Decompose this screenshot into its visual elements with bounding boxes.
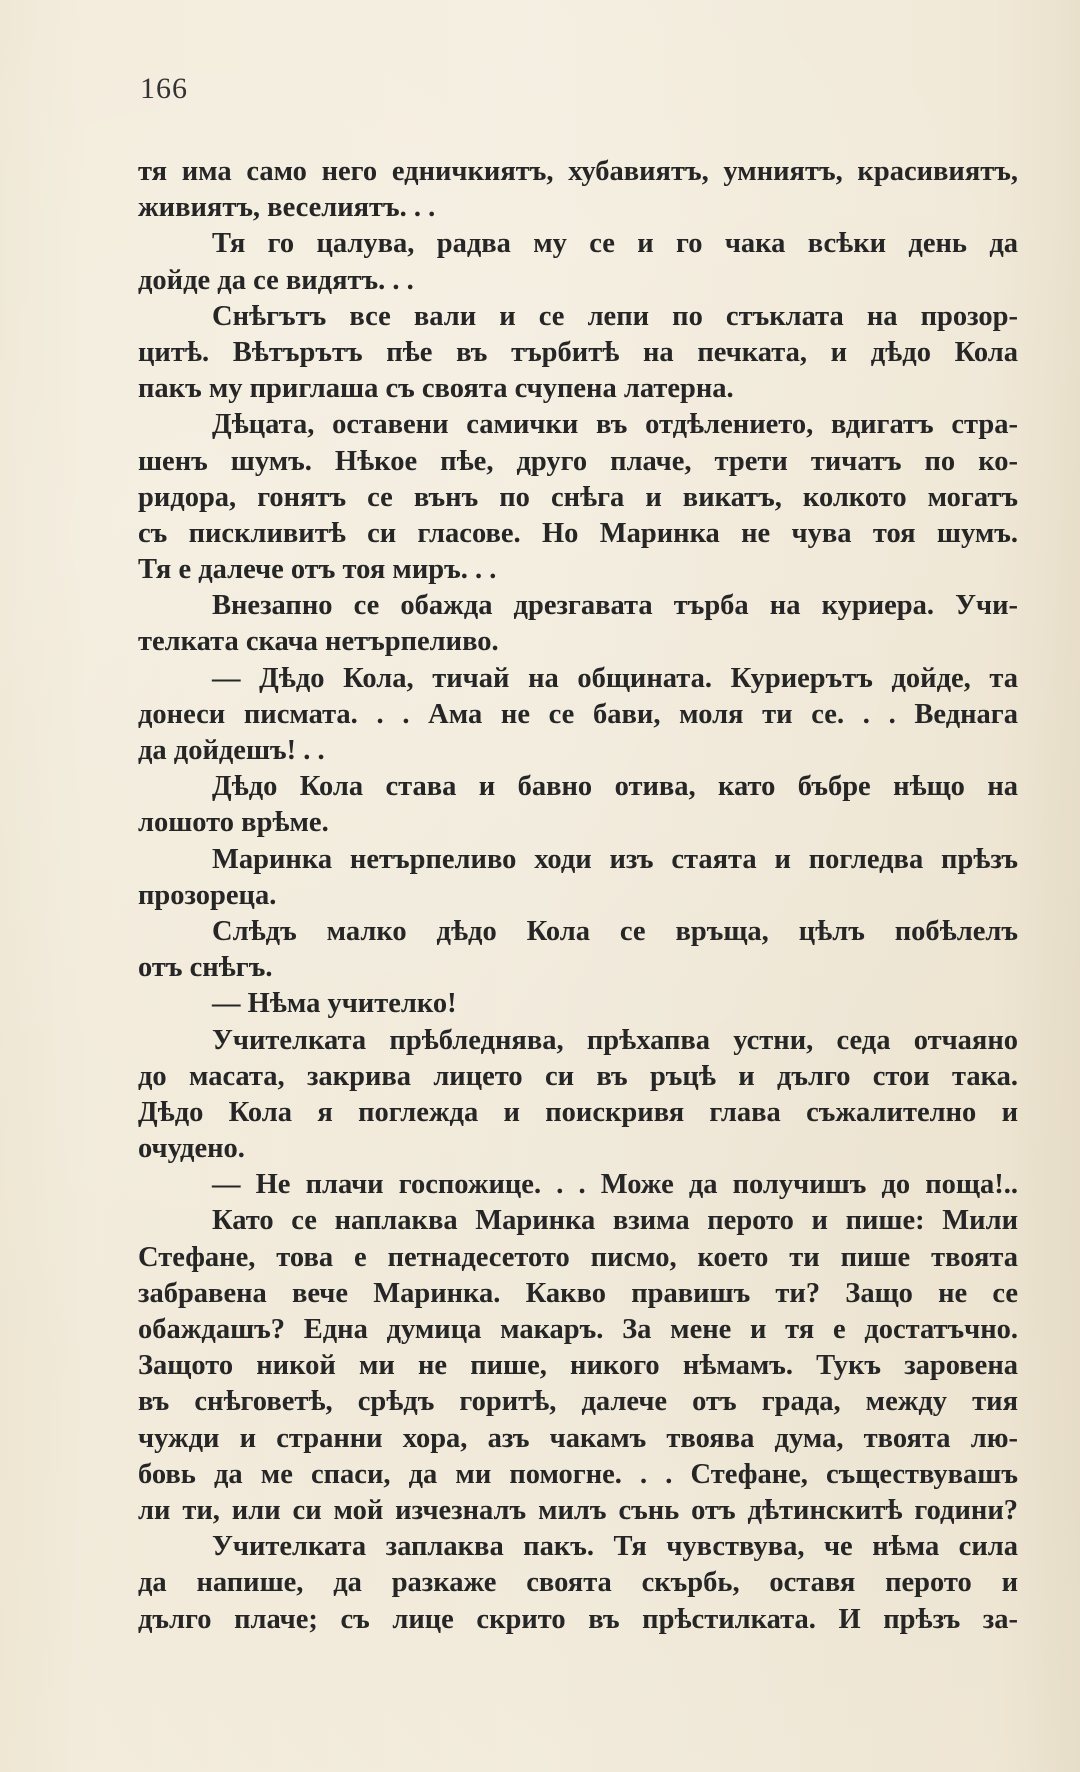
text-line: цитѣ. Вѣтърътъ пѣе въ търбитѣ на печката, и дѣдо Кола: [138, 336, 1018, 368]
text-line: Внезапно се обажда дрезгавата търба на куриера. Учи-: [212, 590, 1018, 622]
text-line: Слѣдъ малко дѣдо Кола се връща, цѣлъ побѣлелъ: [212, 915, 1018, 947]
text-line: Стефане, това е петнадесетото писмо, което ти пише твоята: [138, 1241, 1018, 1273]
text-line: пакъ му приглаша съ своята счупена латерна.: [138, 373, 734, 405]
text-line: да дойдешъ! . .: [138, 735, 325, 766]
text-line: — Дѣдо Кола, тичай на общината. Куриерътъ дойде, та: [212, 662, 1018, 694]
text-line: съ пискливитѣ си гласове. Но Маринка не чува тоя шумъ.: [138, 517, 1018, 549]
text-line: въ снѣговетѣ, срѣдъ горитѣ, далече отъ града, между тия: [138, 1386, 1018, 1418]
text-line: тя има само него едничкиятъ, хубавиятъ, умниятъ, красивиятъ,: [138, 156, 1018, 187]
page-number: 166: [140, 72, 188, 105]
text-line: ли ти, или си мой изчезналъ милъ сънь отъ дѣтинскитѣ години?: [138, 1494, 1018, 1526]
text-line: бовь да ме спаси, да ми помогне. . . Стефане, съществувашъ: [138, 1458, 1018, 1490]
text-line: дълго плаче; съ лице скрито въ прѣстилката. И прѣзъ за-: [138, 1603, 1018, 1635]
text-line: Дѣцата, оставени самички въ отдѣлението, вдигатъ стра-: [212, 409, 1018, 441]
text-line: дойде да се видятъ. . .: [138, 264, 414, 296]
text-line: Снѣгътъ все вали и се лепи по стъклата на прозор-: [212, 300, 1018, 332]
text-line: обаждашъ? Една думица макаръ. За мене и тя е достатъчно.: [138, 1314, 1018, 1345]
text-line: Дѣдо Кола става и бавно отива, като бъбре нѣщо на: [212, 771, 1018, 803]
text-line: отъ снѣгъ.: [138, 952, 273, 984]
text-line: Тя го цалува, радва му се и го чака всѣки день да: [212, 228, 1018, 260]
text-line: чужди и странни хора, азъ чакамъ твоява дума, твоята лю-: [138, 1422, 1018, 1454]
text-line: очудено.: [138, 1133, 245, 1165]
text-line: забравена вече Маринка. Какво правишъ ти? Защо не се: [138, 1277, 1018, 1309]
text-line: живиятъ, веселиятъ. . .: [138, 192, 436, 224]
text-line: до масата, закрива лицето си въ ръцѣ и дълго стои така.: [138, 1060, 1018, 1092]
text-line: Защото никой ми не пише, никого нѣмамъ. Тукъ заровена: [138, 1350, 1018, 1382]
text-line: Маринка нетърпеливо ходи изъ стаята и погледва прѣзъ: [212, 843, 1018, 875]
text-line: телката скача нетърпеливо.: [138, 626, 499, 658]
text-line: ридора, гонятъ се вънъ по снѣга и викатъ, колкото могатъ: [138, 481, 1018, 513]
text-line: Тя е далече отъ тоя миръ. . .: [138, 554, 497, 586]
text-line: прозореца.: [138, 879, 277, 911]
text-line: да напише, да разкаже своята скърбь, оставя перото и: [138, 1567, 1018, 1599]
text-line: Учителката прѣбледнява, прѣхапва устни, седа отчаяно: [212, 1024, 1018, 1056]
text-line: Учителката заплаква пакъ. Тя чувствува, че нѣма сила: [212, 1531, 1018, 1563]
text-line: Като се наплаква Маринка взима перото и пише: Мили: [212, 1205, 1018, 1237]
text-line: — Нѣма учителко!: [212, 988, 457, 1020]
text-line: шенъ шумъ. Нѣкое пѣе, друго плаче, трети тичатъ по ко-: [138, 445, 1018, 477]
text-line: донеси писмата. . . Ама не се бави, моля ти се. . . Веднага: [138, 698, 1018, 730]
text-line: — Не плачи госпожице. . . Може да получишъ до поща!..: [212, 1169, 1018, 1201]
text-line: лошото врѣме.: [138, 807, 329, 839]
text-line: Дѣдо Кола я поглежда и поискривя глава съжалително и: [138, 1096, 1018, 1128]
body-text: [138, 154, 1018, 1638]
